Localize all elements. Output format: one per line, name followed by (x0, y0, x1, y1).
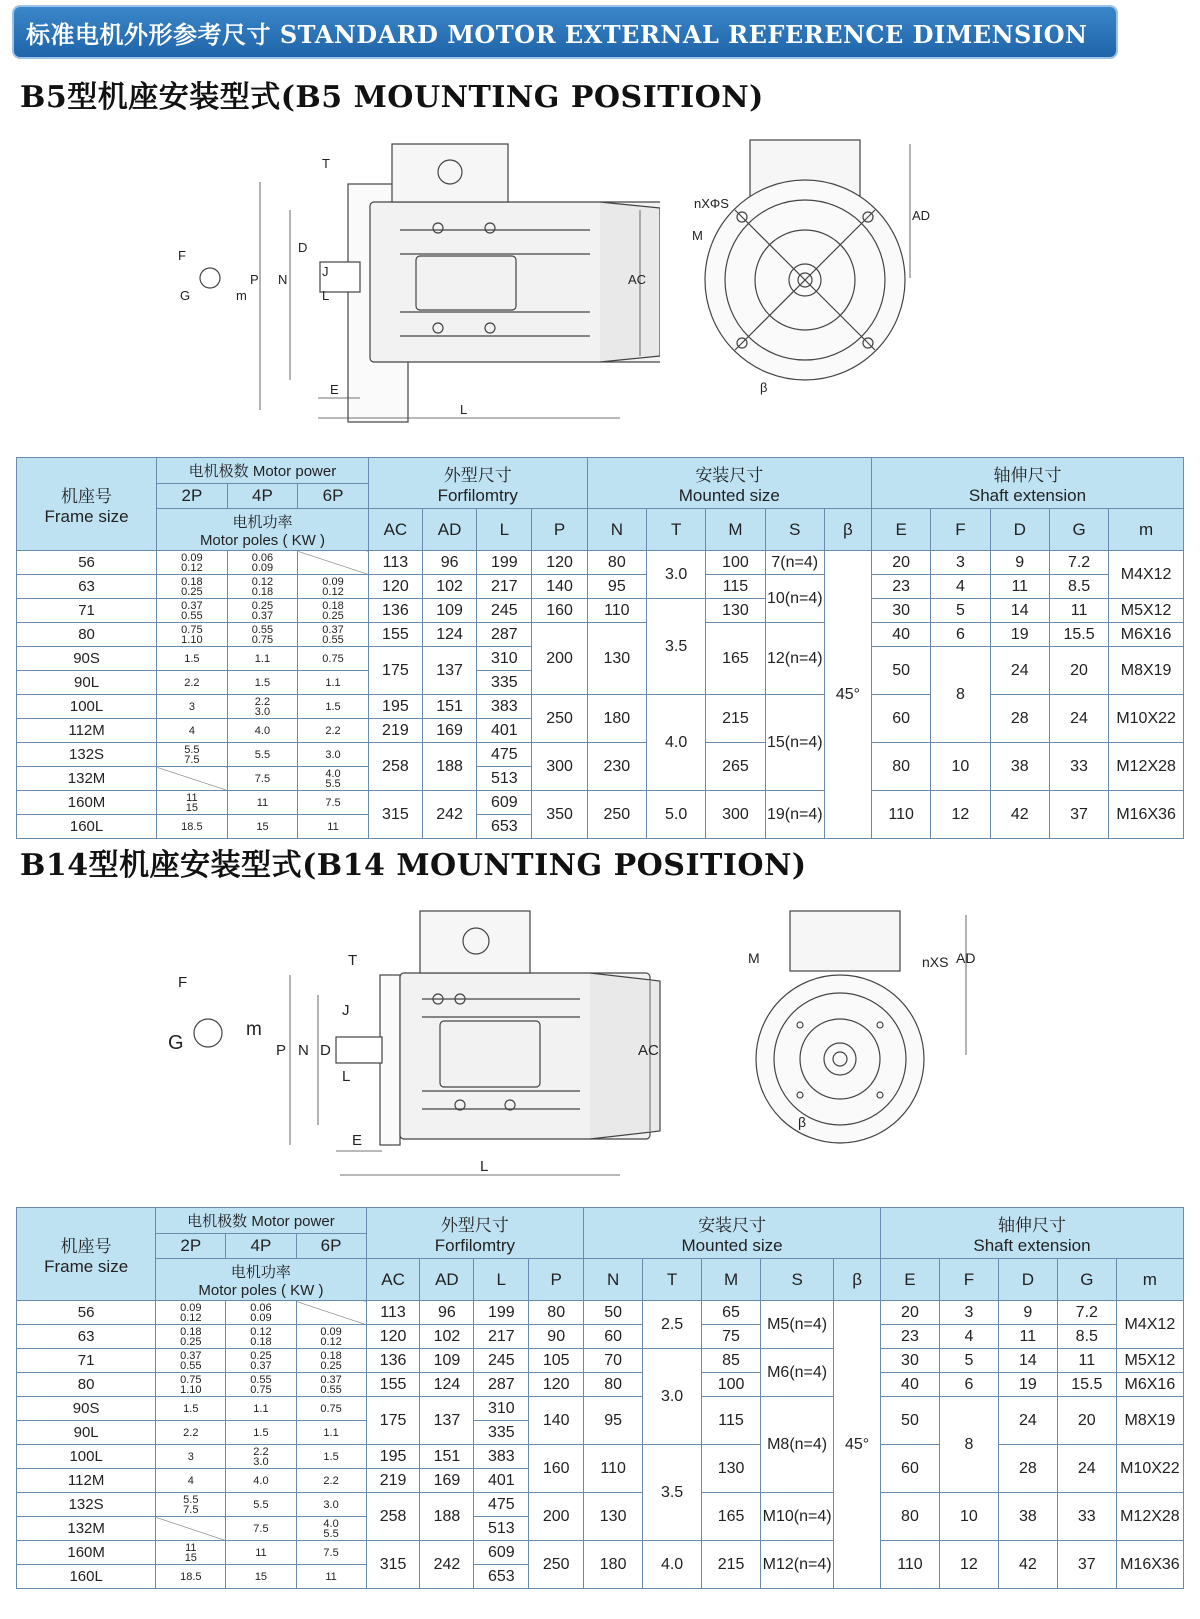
table-row: 63 0.18 0.25 0.12 0.18 0.09 0.12 120 102 217 140 95 115 10(n=4) 23 4 11 8.5 (17, 575, 1184, 599)
frame-size-header: 机座号 Frame size (17, 458, 157, 551)
table-row: 90L 2.2 1.5 1.1 335 (17, 1421, 1184, 1445)
poles-header: 电机极数 Motor power (156, 1208, 366, 1234)
table-row: 160M 11 15 11 7.5 315 242 609 350 250 5.0 300 19(n=4) 110 12 42 37 M16X36 (17, 791, 1184, 815)
b14-label-e: E (352, 1132, 363, 1149)
col-s: S (761, 1259, 834, 1301)
col-m: M (706, 509, 765, 551)
frame-size-header: 机座号 Frame size (17, 1208, 156, 1301)
table-row: 132S 5.5 7.5 5.5 3.0 258 188 475 200 130 165 M10(n=4) 80 10 38 33 M12X28 (17, 1493, 1184, 1517)
b14-label-g: G (168, 1032, 184, 1054)
poles-header: 电机极数 Motor power (157, 458, 369, 484)
pole-4p: 4P (226, 1233, 296, 1259)
table-row: 56 0.09 0.12 0.06 0.09 113 96 199 80 50 2.5 65 M5(n=4) 45° 20 3 9 7.2 M4X12 (17, 1301, 1184, 1325)
pole-6p: 6P (298, 483, 369, 509)
table-row: 100L 3 2.2 3.0 1.5 195 151 383 250 180 4.0 215 15(n=4) 60 28 24 M10X22 (17, 695, 1184, 719)
b14-label-nxs: nXS (922, 954, 949, 970)
table-row: 80 0.75 1.10 0.55 0.75 0.37 0.55 155 124 287 120 80 100 40 6 19 15.5 M6X16 (17, 1373, 1184, 1397)
b14-label-l: L (480, 1158, 489, 1175)
col-p: P (532, 509, 587, 551)
b14-spec-table (16, 1207, 1184, 1589)
table-row: 112M 4 4.0 2.2 219 169 401 (17, 1469, 1184, 1493)
b5-label-beta: β (760, 380, 768, 395)
b14-label-p: P (276, 1042, 287, 1059)
table-row: 90S 1.5 1.1 0.75 175 137 310 140 95 115 M8(n=4) 50 8 24 20 M8X19 (17, 1397, 1184, 1421)
b14-label-m-small: m (246, 1019, 262, 1040)
b14-side-view-drawing (160, 905, 680, 1195)
table-row: 90S 1.5 1.1 0.75 175 137 310 50 8 24 20 M8X19 (17, 647, 1184, 671)
col-beta: β (834, 1259, 881, 1301)
col-m-thread: m (1116, 1259, 1183, 1301)
b14-section-title: B14型机座安装型式(B14 MOUNTING POSITION) (20, 848, 807, 883)
table-row: 63 0.18 0.25 0.12 0.18 0.09 0.12 120 102 217 90 60 75 23 4 11 8.5 (17, 1325, 1184, 1349)
b5-label-p: P (250, 272, 259, 287)
table-row: 160M 11 15 11 7.5 315 242 609 250 180 4.0 215 M12(n=4) 110 12 42 37 M16X36 (17, 1541, 1184, 1565)
col-f: F (931, 509, 990, 551)
power-header: 电机功率 Motor poles ( KW ) (156, 1259, 366, 1301)
b5-section-title: B5型机座安装型式(B5 MOUNTING POSITION) (20, 80, 764, 115)
col-ad: AD (423, 509, 477, 551)
b14-label-ac: AC (638, 1042, 659, 1059)
col-t: T (646, 509, 705, 551)
b14-label-f: F (178, 974, 188, 991)
col-g: G (1049, 509, 1108, 551)
pole-4p: 4P (227, 483, 298, 509)
col-f: F (939, 1259, 998, 1301)
col-d: D (998, 1259, 1057, 1301)
col-n: N (587, 509, 646, 551)
col-beta: β (824, 509, 871, 551)
page-banner: 标准电机外形参考尺寸 STANDARD MOTOR EXTERNAL REFERENCE DIMENSION (14, 7, 1116, 57)
table-row: 112M 4 4.0 2.2 219 169 401 (17, 719, 1184, 743)
col-e: E (880, 1259, 939, 1301)
col-g: G (1057, 1259, 1116, 1301)
table-row: 71 0.37 0.55 0.25 0.37 0.18 0.25 136 109 245 105 70 3.0 85 M6(n=4) 30 5 14 11 M5X12 (17, 1349, 1184, 1373)
b14-front-view-drawing (740, 905, 1000, 1175)
b5-label-m: M (692, 228, 703, 243)
col-n: N (584, 1259, 643, 1301)
col-l: L (477, 509, 532, 551)
b5-label-g: G (180, 288, 191, 303)
table-row: 56 0.09 0.12 0.06 0.09 113 96 199 120 80 3.0 100 7(n=4) 45° 20 3 9 7.2 M4X12 (17, 551, 1184, 575)
mount-header: 安装尺寸 Mounted size (587, 458, 871, 509)
b5-label-t: T (322, 156, 330, 171)
b5-label-d: D (298, 240, 308, 255)
col-s: S (765, 509, 824, 551)
col-ac: AC (366, 1259, 420, 1301)
b14-label-n: N (298, 1042, 309, 1059)
b14-label-beta: β (798, 1114, 807, 1130)
b5-label-e: E (330, 382, 339, 397)
b14-label-m: M (748, 950, 760, 966)
table-row: 160L 18.5 15 11 653 (17, 815, 1184, 839)
pole-2p: 2P (156, 1233, 226, 1259)
b5-label-l-small: L (322, 288, 330, 303)
b14-label-d: D (320, 1042, 331, 1059)
b5-side-view-drawing (160, 130, 660, 430)
table-row: 132S 5.5 7.5 5.5 3.0 258 188 475 300 230 265 80 10 38 33 M12X28 (17, 743, 1184, 767)
col-p: P (529, 1259, 584, 1301)
outline-header: 外型尺寸 Forfilomtry (368, 458, 587, 509)
b5-spec-table (16, 457, 1184, 839)
b5-label-f: F (178, 248, 186, 263)
table-row: 90L 2.2 1.5 1.1 335 (17, 671, 1184, 695)
outline-header: 外型尺寸 Forfilomtry (366, 1208, 584, 1259)
mount-header: 安装尺寸 Mounted size (584, 1208, 881, 1259)
b5-label-n: N (278, 272, 288, 287)
table-row: 71 0.37 0.55 0.25 0.37 0.18 0.25 136 109 245 160 110 3.5 130 30 5 14 11 M5X12 (17, 599, 1184, 623)
col-m-thread: m (1109, 509, 1184, 551)
pole-6p: 6P (296, 1233, 366, 1259)
b14-label-t: T (348, 952, 358, 969)
shaft-header: 轴伸尺寸 Shaft extension (880, 1208, 1183, 1259)
b5-label-m-small: m (236, 288, 247, 303)
table-row: 132M 7.5 4.0 5.5 513 (17, 1517, 1184, 1541)
col-l: L (474, 1259, 529, 1301)
b14-label-j: J (342, 1002, 350, 1019)
table-row: 100L 3 2.2 3.0 1.5 195 151 383 160 110 3.5 130 60 28 24 M10X22 (17, 1445, 1184, 1469)
col-t: T (643, 1259, 702, 1301)
col-e: E (871, 509, 930, 551)
col-d: D (990, 509, 1049, 551)
power-header: 电机功率 Motor poles ( KW ) (157, 509, 369, 551)
col-ac: AC (368, 509, 422, 551)
pole-2p: 2P (157, 483, 228, 509)
b5-label-ac: AC (628, 272, 647, 287)
b5-front-view-drawing (680, 130, 950, 410)
table-row: 80 0.75 1.10 0.55 0.75 0.37 0.55 155 124 287 200 130 165 12(n=4) 40 6 19 15.5 M6X16 (17, 623, 1184, 647)
table-row: 160L 18.5 15 11 653 (17, 1565, 1184, 1589)
b14-label-ad: AD (956, 950, 976, 966)
b5-label-j: J (322, 264, 329, 279)
b14-label-l-small: L (342, 1068, 351, 1085)
b5-label-l: L (460, 402, 468, 417)
table-row: 132M 7.5 4.0 5.5 513 (17, 767, 1184, 791)
col-ad: AD (420, 1259, 474, 1301)
shaft-header: 轴伸尺寸 Shaft extension (871, 458, 1183, 509)
b5-label-ad: AD (912, 208, 931, 223)
col-m: M (702, 1259, 761, 1301)
b5-label-nphis: nXΦS (694, 196, 729, 211)
